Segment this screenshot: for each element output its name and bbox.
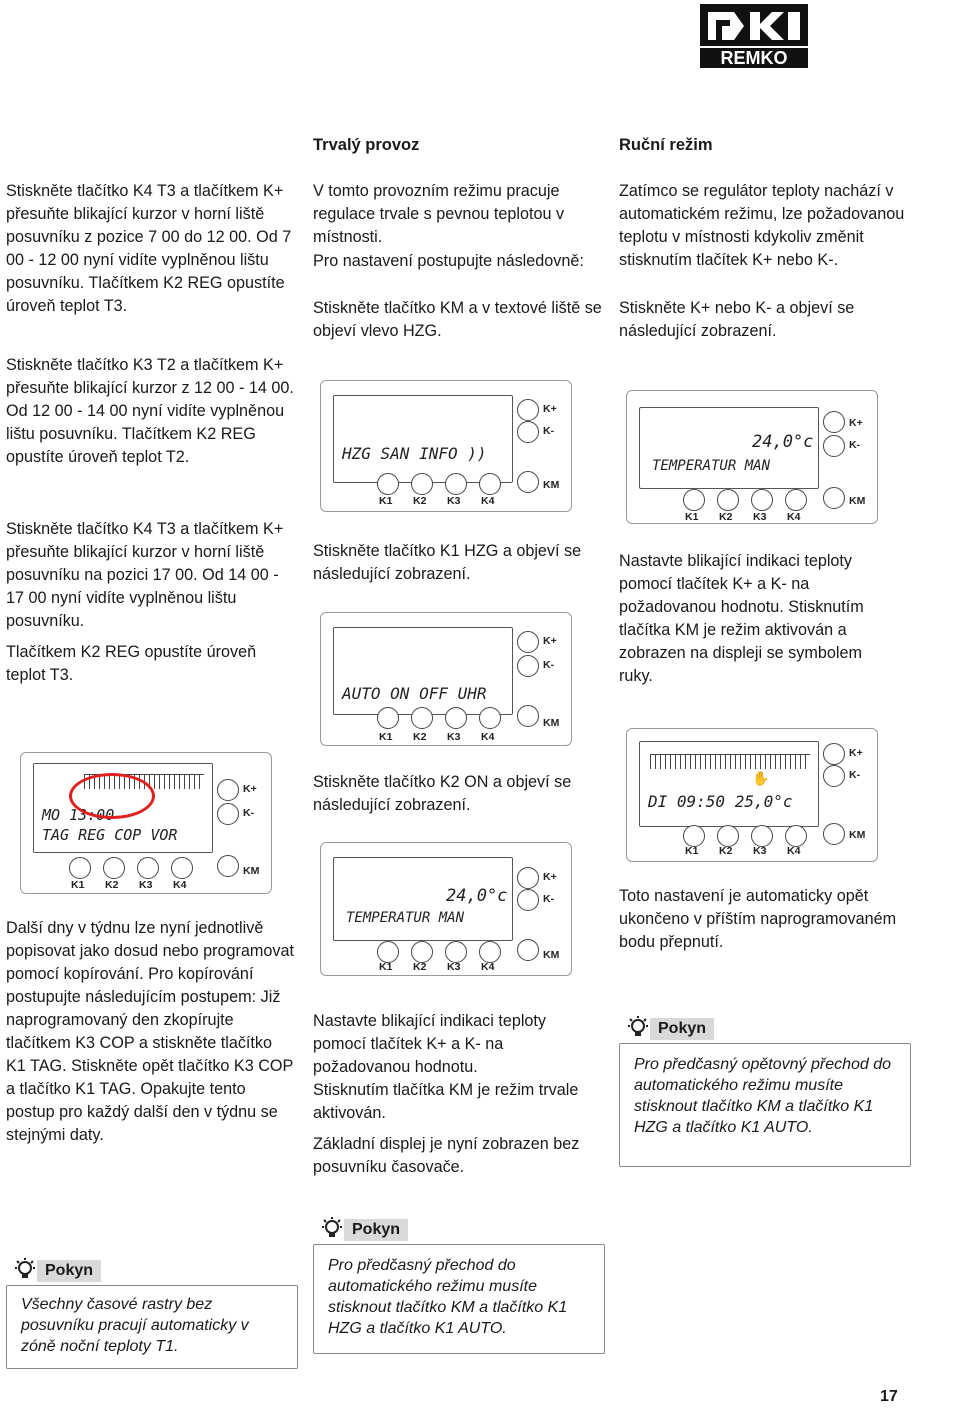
k2-label: K2 [105,879,119,891]
k2-button[interactable] [103,857,125,879]
k-plus-button[interactable] [217,779,239,801]
k1-label: K1 [685,845,699,857]
km-label: KM [849,829,866,841]
note-box-automatic [313,1221,605,1354]
k2-button[interactable] [717,489,739,511]
k-minus-label: K- [543,659,555,671]
k4-label: K4 [481,731,495,743]
note-box-time-grid [6,1262,298,1369]
k-plus-button[interactable] [517,867,539,889]
k2-label: K2 [719,511,733,523]
k-minus-label: K- [849,439,861,451]
controller-display-menu [320,380,572,512]
k4-button[interactable] [171,857,193,879]
km-button[interactable] [517,471,539,493]
k-plus-label: K+ [243,783,257,795]
k-plus-label: K+ [543,403,557,415]
lcd-screen [639,407,819,489]
k-plus-button[interactable] [517,399,539,421]
col2-paragraph-1: V tomto provozním režimu pracuje regulace trvale s pevnou teplotou v místnosti. [313,182,565,246]
lcd-temperature-value: 24,0°c [752,432,814,452]
k-minus-button[interactable] [823,765,845,787]
km-label: KM [543,479,560,491]
k1-button[interactable] [69,857,91,879]
heading-rucni-rezim: Ruční režim [619,136,713,154]
k1-button[interactable] [377,473,399,495]
k2-button[interactable] [717,825,739,847]
k1-button[interactable] [683,489,705,511]
km-button[interactable] [517,705,539,727]
k1-label: K1 [685,511,699,523]
heading-trvaly-provoz: Trvalý provoz [313,136,420,154]
k-minus-label: K- [543,425,555,437]
k3-label: K3 [447,731,461,743]
km-button[interactable] [823,823,845,845]
k-plus-label: K+ [543,871,557,883]
lcd-program-bottom: TAG REG COP VOR [42,826,178,844]
k3-button[interactable] [751,489,773,511]
km-label: KM [243,865,260,877]
k1-label: K1 [71,879,85,891]
col2-paragraph-7: Stisknutím tlačítka KM je režim trvale aktivován. [313,1081,579,1122]
k1-button[interactable] [377,707,399,729]
k4-button[interactable] [479,941,501,963]
col1-paragraph-4: Tlačítkem K2 REG opustíte úroveň teplot T3. [6,643,257,684]
col1-paragraph-2: Stiskněte tlačítko K3 T2 a tlačítkem K+ přesuňte blikající kurzor z 12 00 - 14 00. Od 12 00 - 14 00 nyní vidíte vyplněnou lištu posuvníku. Tlačítkem K2 REG opustíte úroveň teplot T2. [6,356,294,466]
col2-paragraph-5: Stiskněte tlačítko K2 ON a objeví se následující zobrazení. [313,773,572,814]
km-button[interactable] [517,939,539,961]
k3-button[interactable] [445,941,467,963]
k4-label: K4 [481,961,495,973]
lcd-temperature-value: 24,0°c [446,886,508,906]
brand-name: REMKO [720,48,788,68]
km-label: KM [543,717,560,729]
k3-label: K3 [753,845,767,857]
lcd-screen [639,741,819,827]
col3-paragraph-4: Toto nastavení je automaticky opět ukončeno v příštím naprogramovaném bodu přepnutí. [619,887,897,951]
km-label: KM [543,949,560,961]
k3-button[interactable] [445,707,467,729]
k2-label: K2 [413,731,427,743]
remko-logo [700,4,814,70]
note-text: Všechny časové rastry bez posuvníku pracují automaticky v zóně noční teploty T1. [21,1296,249,1355]
k3-label: K3 [447,961,461,973]
lightbulb-icon [320,1217,344,1243]
k1-button[interactable] [377,941,399,963]
k-minus-button[interactable] [823,435,845,457]
k-minus-button[interactable] [517,889,539,911]
controller-display-base [626,728,878,862]
col2-paragraph-2: Pro nastavení postupujte následovně: [313,252,584,270]
note-text: Pro předčasný přechod do automatického režimu musíte stisknout tlačítko KM a tlačítko K1 HZG a tlačítko K1 AUTO. [328,1257,568,1337]
k2-button[interactable] [411,707,433,729]
k4-label: K4 [173,879,187,891]
lcd-screen [333,627,513,715]
controller-display-temperature-manual [626,390,878,524]
k-plus-label: K+ [543,635,557,647]
col1-paragraph-5: Další dny v týdnu lze nyní jednotlivě popisovat jako dosud nebo programovat pomocí kopírování. Pro kopírování postupujte následujícím postupem: Již naprogramovaný den zkopírujte tlačítkem K3 COP a stiskněte tlačítko K1 TAG. Stiskněte opět tlačítko K3 COP a tlačítko K1 TAG. Opakujte tento postup pro každý další den v týdnu se stejnými daty. [6,919,294,1144]
k4-label: K4 [481,495,495,507]
k-minus-label: K- [849,769,861,781]
km-button[interactable] [823,487,845,509]
col3-paragraph-3: Nastavte blikající indikaci teploty pomocí tlačítek K+ a K- na požadovanou hodnotu. Stisknutím tlačítka KM je režim aktivován a zobrazen na displeji se symbolem ruky. [619,552,864,685]
col2-paragraph-3: Stiskněte tlačítko KM a v textové liště se objeví vlevo HZG. [313,299,602,340]
lightbulb-icon [626,1016,650,1042]
k4-button[interactable] [479,707,501,729]
k-minus-button[interactable] [517,421,539,443]
note-title: Pokyn [37,1260,101,1282]
note-title: Pokyn [650,1018,714,1040]
k-plus-label: K+ [849,747,863,759]
k4-label: K4 [787,511,801,523]
k2-button[interactable] [411,473,433,495]
k-plus-button[interactable] [517,631,539,653]
k-plus-button[interactable] [823,411,845,433]
col1-paragraph-3: Stiskněte tlačítko K4 T3 a tlačítkem K+ přesuňte blikající kurzor v horní liště posuvníku na pozici 17 00. Od 14 00 - 17 00 nyní vidíte vyplněnou lištu posuvníku. [6,520,284,630]
highlight-ellipse [69,773,155,819]
k3-label: K3 [753,511,767,523]
k3-label: K3 [139,879,153,891]
k1-button[interactable] [683,825,705,847]
col3-paragraph-2: Stiskněte K+ nebo K- a objeví se následující zobrazení. [619,299,855,340]
k-minus-label: K- [243,807,255,819]
timeline-slider [650,754,810,769]
lightbulb-icon [13,1258,37,1284]
k2-label: K2 [413,495,427,507]
k-minus-button[interactable] [517,655,539,677]
k-plus-button[interactable] [823,743,845,765]
lcd-temperature-label: TEMPERATUR MAN [346,910,465,926]
lcd-screen [333,395,513,483]
lcd-temperature-label: TEMPERATUR MAN [652,458,771,474]
col2-paragraph-4: Stiskněte tlačítko K1 HZG a objeví se následující zobrazení. [313,542,582,583]
k3-button[interactable] [137,857,159,879]
k-plus-label: K+ [849,417,863,429]
km-label: KM [849,495,866,507]
lcd-menu-text: HZG SAN INFO )) [342,444,487,463]
k1-label: K1 [379,731,393,743]
col2-paragraph-8: Základní displej je nyní zobrazen bez posuvníku časovače. [313,1135,580,1176]
page-number: 17 [880,1388,898,1405]
k1-label: K1 [379,495,393,507]
controller-display-program [20,752,272,894]
col3-paragraph-1: Zatímco se regulátor teploty nachází v automatickém režimu, lze požadovanou teplotu v místnosti kdykoliv změnit stisknutím tlačítek K+ nebo K-. [619,182,905,269]
col2-paragraph-6: Nastavte blikající indikaci teploty pomocí tlačítek K+ a K- na požadovanou hodnotu. [313,1012,547,1076]
lcd-screen [333,857,513,941]
k2-button[interactable] [411,941,433,963]
k4-button[interactable] [785,489,807,511]
controller-display-auto [320,612,572,746]
note-box-manual [619,1020,911,1167]
k4-label: K4 [787,845,801,857]
k-minus-label: K- [543,893,555,905]
lcd-auto-text: AUTO ON OFF UHR [342,684,487,703]
note-title: Pokyn [344,1219,408,1241]
km-button[interactable] [217,855,239,877]
col1-paragraph-1: Stiskněte tlačítko K4 T3 a tlačítkem K+ přesuňte blikající kurzor v horní liště posuvníku z pozice 7 00 do 12 00. Od 7 00 - 12 00 nyní vidíte vyplněnou lištu posuvníku. Tlačítkem K2 REG opustíte úroveň teplot T3. [6,182,292,315]
k1-label: K1 [379,961,393,973]
k3-button[interactable] [751,825,773,847]
k3-label: K3 [447,495,461,507]
hand-icon: ✋ [752,770,770,786]
k4-button[interactable] [479,473,501,495]
note-text: Pro předčasný opětovný přechod do automatického režimu musíte stisknout tlačítko KM a tlačítko K1 HZG a tlačítko K1 AUTO. [634,1056,892,1136]
lcd-base-text: DI 09:50 25,0°c [648,792,793,811]
k2-label: K2 [719,845,733,857]
lcd-program-top: MO 13:00 [42,806,115,824]
k-minus-button[interactable] [217,803,239,825]
k4-button[interactable] [785,825,807,847]
k3-button[interactable] [445,473,467,495]
controller-display-temperature-permanent [320,842,572,976]
k2-label: K2 [413,961,427,973]
